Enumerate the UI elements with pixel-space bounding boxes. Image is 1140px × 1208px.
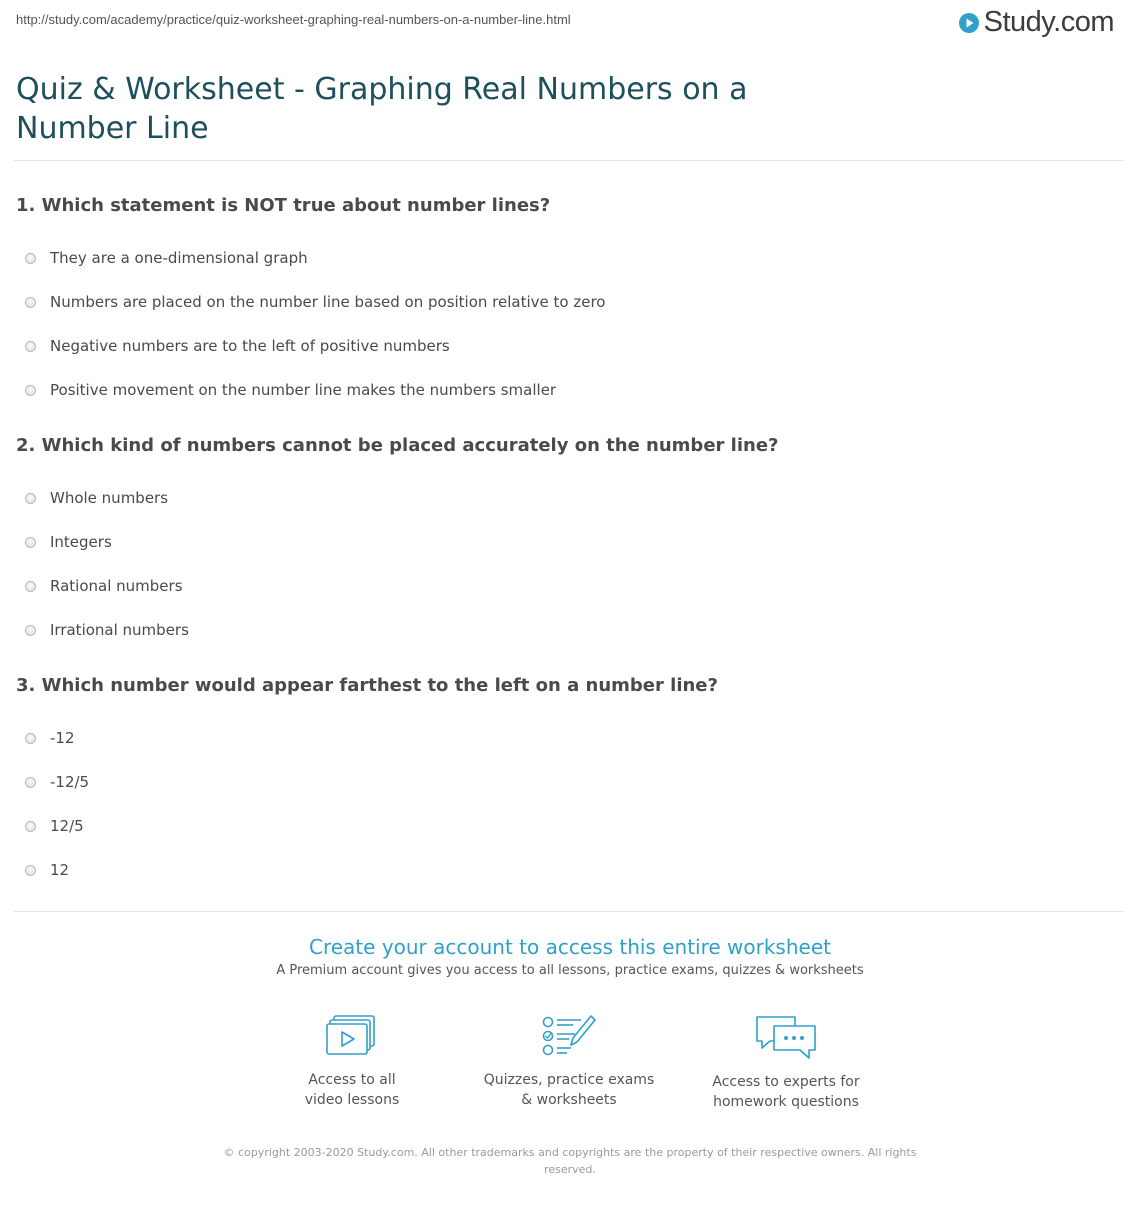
study-logo[interactable] xyxy=(958,6,1114,39)
answer-label: -12 xyxy=(50,729,75,747)
feature-label: Quizzes, practice exams & worksheets xyxy=(483,1072,655,1108)
answer-option[interactable] xyxy=(16,804,1116,848)
answer-option[interactable] xyxy=(16,324,1116,368)
answer-list xyxy=(16,476,1116,652)
answer-option[interactable] xyxy=(16,564,1116,608)
question-title: 3. Which number would appear farthest to the left on a number line? xyxy=(16,675,718,696)
answer-option[interactable] xyxy=(16,280,1116,324)
answer-option[interactable] xyxy=(16,608,1116,652)
feature-video-lessons xyxy=(252,1014,452,1110)
answer-option[interactable] xyxy=(16,476,1116,520)
answer-label: Whole numbers xyxy=(50,489,169,507)
page-url: http://study.com/academy/practice/quiz-worksheet-graphing-real-numbers-on-a-number-line.html xyxy=(16,12,571,27)
feature-quizzes xyxy=(469,1014,669,1110)
radio-button[interactable] xyxy=(25,821,36,832)
cta-subtitle: A Premium account gives you access to all lessons, practice exams, quizzes & worksheets xyxy=(276,963,864,978)
premium-cta xyxy=(0,933,1140,978)
chat-experts-icon xyxy=(754,1014,818,1060)
question-1 xyxy=(16,193,1116,412)
answer-label: Integers xyxy=(50,533,112,551)
radio-button[interactable] xyxy=(25,865,36,876)
answer-label: Positive movement on the number line makes the numbers smaller xyxy=(50,381,557,399)
answer-label: Rational numbers xyxy=(50,577,183,595)
play-logo-icon xyxy=(958,12,980,34)
feature-label: Access to all video lessons xyxy=(304,1072,400,1108)
answer-label: They are a one-dimensional graph xyxy=(50,249,308,267)
radio-button[interactable] xyxy=(25,733,36,744)
question-title: 2. Which kind of numbers cannot be placed accurately on the number line? xyxy=(16,435,779,456)
question-title: 1. Which statement is NOT true about number lines? xyxy=(16,195,551,216)
question-2 xyxy=(16,433,1116,652)
radio-button[interactable] xyxy=(25,385,36,396)
answer-label: Negative numbers are to the left of positive numbers xyxy=(50,337,450,355)
create-account-link[interactable]: Create your account to access this entire worksheet xyxy=(309,935,831,959)
answer-list xyxy=(16,236,1116,412)
radio-button[interactable] xyxy=(25,625,36,636)
radio-button[interactable] xyxy=(25,341,36,352)
answer-option[interactable] xyxy=(16,520,1116,564)
feature-label: Access to experts for homework questions xyxy=(712,1074,860,1110)
radio-button[interactable] xyxy=(25,493,36,504)
radio-button[interactable] xyxy=(25,581,36,592)
page-title: Quiz & Worksheet - Graphing Real Numbers on a Number Line xyxy=(16,72,748,146)
answer-list xyxy=(16,716,1116,892)
answer-option[interactable] xyxy=(16,368,1116,412)
question-3 xyxy=(16,673,1116,892)
answer-option[interactable] xyxy=(16,848,1116,892)
radio-button[interactable] xyxy=(25,777,36,788)
title-divider xyxy=(14,160,1124,161)
answer-label: Numbers are placed on the number line based on position relative to zero xyxy=(50,293,606,311)
radio-button[interactable] xyxy=(25,537,36,548)
video-lessons-icon xyxy=(326,1014,378,1058)
answer-option[interactable] xyxy=(16,716,1116,760)
answer-label: 12 xyxy=(50,861,70,879)
feature-experts xyxy=(686,1014,886,1112)
radio-button[interactable] xyxy=(25,297,36,308)
quiz-checklist-icon xyxy=(541,1014,597,1058)
copyright-footer: © copyright 2003-2020 Study.com. All other trademarks and copyrights are the property of their respective owners. All rights reserved. xyxy=(223,1146,917,1176)
radio-button[interactable] xyxy=(25,253,36,264)
answer-label: -12/5 xyxy=(50,773,90,791)
answer-option[interactable] xyxy=(16,236,1116,280)
answer-option[interactable] xyxy=(16,760,1116,804)
answer-label: Irrational numbers xyxy=(50,621,189,639)
cta-divider xyxy=(14,911,1124,912)
brand-name: Study.com xyxy=(983,6,1114,38)
answer-label: 12/5 xyxy=(50,817,84,835)
